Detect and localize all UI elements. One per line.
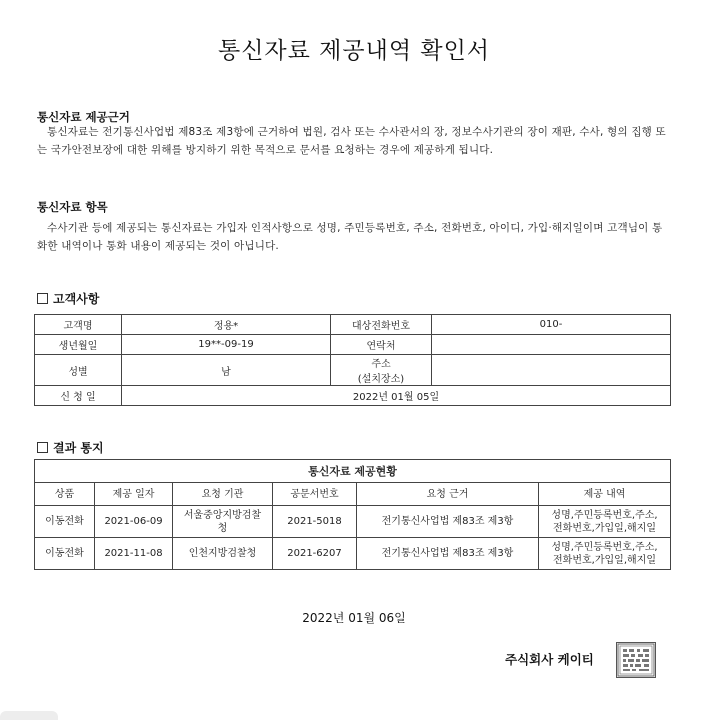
corner-tab [0, 711, 58, 720]
agency-line1: 서울중앙지방검찰 [183, 509, 262, 521]
table-caption-row [35, 460, 671, 483]
detail-line1: 성명,주민등록번호,주소, [551, 541, 658, 553]
customer-heading-label: 고객사항 [53, 292, 100, 306]
checkbox-icon [37, 293, 48, 304]
basis-text: 통신자료는 전기통신사업법 제83조 제3항에 근거하여 법원, 검사 또는 수사관서의 장, 정보수사기관의 장이 재판, 수사, 형의 집행 또는 국가안전보장에 대한 위해를 방지하기 위한 목적으로 문서를 요청하는 경우에 제공하게 됩니다. [37, 126, 666, 156]
agency-cell [173, 538, 273, 570]
column-header: 요청 기관 [173, 483, 273, 506]
detail-cell [539, 538, 671, 570]
gender-label: 성별 [35, 355, 122, 386]
detail-line1: 성명,주민등록번호,주소, [551, 509, 658, 521]
date-cell: 2021-06-09 [95, 506, 173, 538]
target-phone-label: 대상전화번호 [331, 315, 432, 335]
product-cell: 이동전화 [35, 538, 95, 570]
table-row [35, 315, 671, 335]
apply-date-label: 신 청 일 [35, 386, 122, 406]
column-header: 공문서번호 [273, 483, 357, 506]
table-row [35, 335, 671, 355]
document-title: 통신자료 제공내역 확인서 [217, 38, 491, 64]
issuer-name: 주식회사 케이티 [505, 652, 594, 667]
items-heading: 통신자료 항목 [37, 200, 108, 214]
column-header: 상품 [35, 483, 95, 506]
agency-line2: 청 [217, 522, 228, 534]
date-cell: 2021-11-08 [95, 538, 173, 570]
table-row [35, 355, 671, 386]
product-cell: 이동전화 [35, 506, 95, 538]
table-row [35, 386, 671, 406]
basis-heading: 통신자료 제공근거 [37, 110, 130, 124]
detail-cell [539, 506, 671, 538]
column-header: 제공 내역 [539, 483, 671, 506]
birth-label: 생년월일 [35, 335, 122, 355]
result-table-title: 통신자료 제공현황 [35, 460, 671, 483]
address-label-line2: (설치장소) [357, 374, 405, 385]
address-value [432, 355, 671, 386]
customer-table [34, 314, 671, 406]
doc-no-cell: 2021-6207 [273, 538, 357, 570]
result-heading-label: 결과 통지 [53, 441, 104, 455]
doc-no-cell: 2021-5018 [273, 506, 357, 538]
table-row [35, 506, 671, 538]
column-header: 요청 근거 [357, 483, 539, 506]
agency-cell [173, 506, 273, 538]
address-label-line1: 주소 [371, 359, 391, 370]
issue-date: 2022년 01월 06일 [302, 611, 406, 625]
agency-line1: 인천지방검찰청 [188, 548, 257, 559]
result-table [34, 459, 671, 570]
basis-cell: 전기통신사업법 제83조 제3항 [357, 506, 539, 538]
basis-cell: 전기통신사업법 제83조 제3항 [357, 538, 539, 570]
detail-line2: 전화번호,가입일,해지일 [553, 522, 656, 534]
checkbox-icon [37, 442, 48, 453]
target-phone-value: 010- [432, 315, 671, 335]
apply-date-value: 2022년 01월 05일 [122, 386, 671, 406]
table-header-row [35, 483, 671, 506]
address-label [331, 355, 432, 386]
result-heading [37, 439, 104, 456]
contact-label: 연락처 [331, 335, 432, 355]
items-text: 수사기관 등에 제공되는 통신자료는 가입자 인적사항으로 성명, 주민등록번호, 주소, 전화번호, 아이디, 가입·해지일이며 고객님이 통화한 내역이나 통화 내용이 제공되는 것이 아닙니다. [37, 222, 663, 252]
name-value: 정용* [122, 315, 331, 335]
name-label: 고객명 [35, 315, 122, 335]
table-row [35, 538, 671, 570]
contact-value [432, 335, 671, 355]
gender-value: 남 [122, 355, 331, 386]
detail-line2: 전화번호,가입일,해지일 [553, 554, 656, 566]
seal-stamp-icon [616, 642, 656, 678]
birth-value: 19**-09-19 [122, 335, 331, 355]
customer-heading [37, 290, 99, 307]
column-header: 제공 일자 [95, 483, 173, 506]
